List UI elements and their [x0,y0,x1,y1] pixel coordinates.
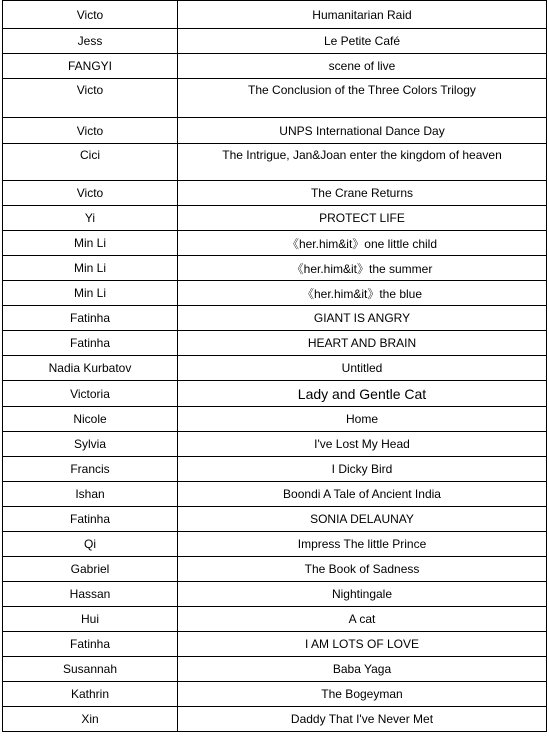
table-row [3,181,547,206]
name-cell: Fatinha [3,331,178,356]
title-cell: I've Lost My Head [178,432,547,457]
name-cell: Fatinha [3,507,178,532]
name-cell: Victo [3,1,178,29]
title-cell: Humanitarian Raid [178,1,547,29]
table-row [3,432,547,457]
table-row [3,356,547,381]
name-cell: Xin [3,707,178,732]
table-row [3,79,547,118]
table-row [3,507,547,532]
table-row [3,118,547,144]
name-cell: Hui [3,607,178,632]
title-cell: The Intrigue, Jan&Joan enter the kingdom of heaven [178,144,547,181]
table-row [3,1,547,29]
name-cell: Victo [3,181,178,206]
title-cell: UNPS International Dance Day [178,118,547,144]
title-cell: Daddy That I've Never Met [178,707,547,732]
title-cell: 《her.him&it》one little child [178,231,547,256]
table-row [3,632,547,657]
table-row [3,381,547,407]
title-cell: Untitled [178,356,547,381]
title-cell: PROTECT LIFE [178,206,547,231]
name-cell: Hassan [3,582,178,607]
name-cell: Ishan [3,482,178,507]
title-cell: Impress The little Prince [178,532,547,557]
name-cell: Nadia Kurbatov [3,356,178,381]
name-cell: FANGYI [3,54,178,79]
table-row [3,331,547,356]
title-cell: Le Petite Café [178,29,547,54]
table-row [3,231,547,256]
table-row [3,582,547,607]
name-cell: Fatinha [3,306,178,331]
title-cell: Baba Yaga [178,657,547,682]
name-cell: Sylvia [3,432,178,457]
name-cell: Kathrin [3,682,178,707]
name-cell: Qi [3,532,178,557]
name-cell: Francis [3,457,178,482]
table-row [3,607,547,632]
title-cell: The Crane Returns [178,181,547,206]
name-cell: Susannah [3,657,178,682]
table-row [3,54,547,79]
artwork-table [2,0,547,732]
title-cell: GIANT IS ANGRY [178,306,547,331]
name-cell: Gabriel [3,557,178,582]
title-cell: Nightingale [178,582,547,607]
title-cell: I Dicky Bird [178,457,547,482]
table-row [3,482,547,507]
table-row [3,407,547,432]
title-cell: SONIA DELAUNAY [178,507,547,532]
name-cell: Yi [3,206,178,231]
table-row [3,281,547,306]
title-cell: Home [178,407,547,432]
title-cell: A cat [178,607,547,632]
table-row [3,144,547,181]
table-row [3,256,547,281]
name-cell: Min Li [3,281,178,306]
table-row [3,557,547,582]
name-cell: Cici [3,144,178,181]
table-row [3,532,547,557]
name-cell: Victo [3,118,178,144]
title-cell: Boondi A Tale of Ancient India [178,482,547,507]
name-cell: Min Li [3,256,178,281]
title-cell: Lady and Gentle Cat [178,381,547,407]
name-cell: Min Li [3,231,178,256]
title-cell: The Bogeyman [178,682,547,707]
table-row [3,457,547,482]
title-cell: I AM LOTS OF LOVE [178,632,547,657]
name-cell: Nicole [3,407,178,432]
title-cell: The Book of Sadness [178,557,547,582]
table-row [3,29,547,54]
name-cell: Fatinha [3,632,178,657]
title-cell: The Conclusion of the Three Colors Trilogy [178,79,547,118]
name-cell: Jess [3,29,178,54]
table-row [3,206,547,231]
title-cell: HEART AND BRAIN [178,331,547,356]
name-cell: Victoria [3,381,178,407]
table-row [3,657,547,682]
table-row [3,682,547,707]
table-row [3,306,547,331]
title-cell: scene of live [178,54,547,79]
table-row [3,707,547,732]
title-cell: 《her.him&it》the summer [178,256,547,281]
name-cell: Victo [3,79,178,118]
title-cell: 《her.him&it》the blue [178,281,547,306]
